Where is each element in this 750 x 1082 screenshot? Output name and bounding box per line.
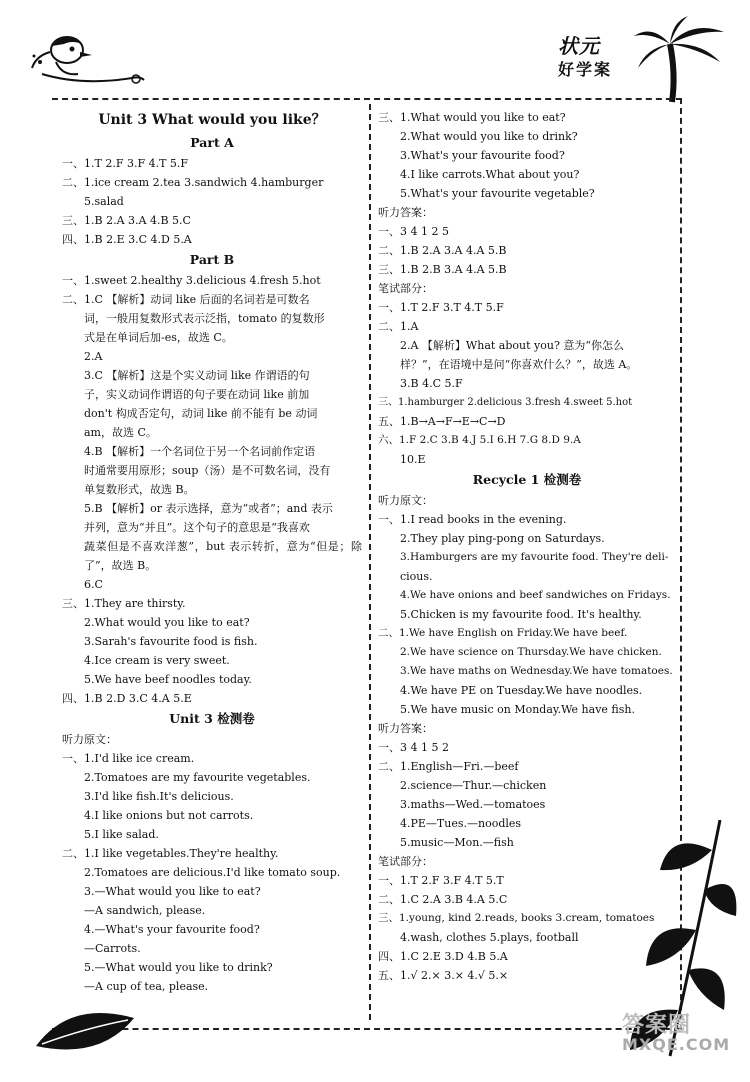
answer-line: 三、1.They are thirsty. [62,597,186,610]
answer-line: 一、1.I'd like ice cream. [62,752,195,765]
bird-mascot-icon [22,22,152,92]
section-subtitle: Unit 3 检测卷 [169,711,255,726]
answer-line: 一、1.T 2.F 3.F 4.T 5.T [378,874,504,887]
answer-line: 3.—What would you like to eat? [84,885,261,898]
answer-line: 二、1.ice cream 2.tea 3.sandwich 4.hamburger [62,176,324,189]
answer-line: 三、1.B 2.B 3.A 4.A 5.B [378,263,507,276]
watermark-line1: 答案圈 [622,1013,692,1038]
answer-line: 4.Ice cream is very sweet. [84,654,230,667]
answer-line: 三、1.hamburger 2.delicious 3.fresh 4.sweet 5.hot [378,397,633,408]
leaf-decoration-icon [30,998,140,1068]
answer-line: 二、1.C 【解析】动词 like 后面的名词若是可数名 [62,293,310,306]
section-title: Unit 3 What would you like？ [98,112,326,128]
answer-line: 六、1.F 2.C 3.B 4.J 5.I 6.H 7.G 8.D 9.A [378,434,581,446]
answer-line: cious. [400,570,433,583]
answer-line: 5.—What would you like to drink? [84,961,273,974]
answer-line: 10.E [400,453,426,466]
answer-line: 2.We have science on Thursday.We have chicken. [400,646,662,658]
answer-line: 一、1.T 2.F 3.F 4.T 5.F [62,157,189,170]
answer-line: 一、1.T 2.F 3.T 4.T 5.F [378,301,504,314]
answer-line: 一、3 4 1 5 2 [378,741,449,754]
answer-line: 一、3 4 1 2 5 [378,225,449,238]
section-subtitle: Recycle 1 检测卷 [472,472,582,487]
brand-logo [558,30,612,80]
answer-line: 5.salad [84,195,124,208]
answer-line: 5.What's your favourite vegetable? [400,187,595,200]
answer-line: 笔试部分： [378,855,433,868]
answer-line: 3.Hamburgers are my favourite food. They're deli- [400,551,669,563]
answer-line: —A cup of tea, please. [84,980,209,993]
answer-line: am，故选 C。 [84,426,157,439]
answer-line: 5.Chicken is my favourite food. It's healthy. [400,608,642,621]
answer-line: —A sandwich, please. [84,904,206,917]
answer-line: 单复数形式，故选 B。 [84,483,195,496]
answer-line: 2.Tomatoes are my favourite vegetables. [84,771,311,784]
answer-line: 5.I like salad. [84,828,159,841]
answer-line: 3.I'd like fish.It's delicious. [84,790,234,803]
answer-line: 二、1.English—Fri.—beef [378,760,519,773]
answer-line: 4.PE—Tues.—noodles [400,817,522,830]
answer-line: 四、1.C 2.E 3.D 4.B 5.A [378,950,508,963]
answer-line: 2.A [84,350,103,363]
answer-line: 3.What's your favourite food? [400,149,565,162]
answer-line: 蔬菜但是不喜欢洋葱”，but 表示转折，意为“但是；除了”，故选 B。 [84,540,362,572]
answer-line: 听力答案： [378,722,433,735]
section-subtitle: Part A [190,135,234,150]
answer-line: —Carrots. [84,942,141,955]
section-subtitle: Part B [189,252,235,267]
watermark [622,1008,730,1054]
answer-line: 2.What would you like to eat? [84,616,250,629]
answer-line: 二、1.C 2.A 3.B 4.A 5.C [378,893,508,906]
answer-line: 3.Sarah's favourite food is fish. [84,635,258,648]
answer-line: don't 构成否定句，动词 like 前不能有 be 动词 [84,407,318,420]
answer-line: 4.I like carrots.What about you? [400,168,580,181]
answer-line: 子，实义动词作谓语的句子要在动词 like 前加 [84,388,310,401]
answer-line: 6.C [84,578,103,591]
answer-line: 词，一般用复数形式表示泛指，tomato 的复数形 [84,312,325,325]
answer-line: 2.What would you like to drink? [400,130,578,143]
column-divider [369,104,371,1020]
answer-line: 四、1.B 2.E 3.C 4.D 5.A [62,233,192,246]
palm-tree-icon [632,14,732,104]
answer-line: 5.We have music on Monday.We have fish. [400,703,635,716]
answer-line: 二、1.I like vegetables.They're healthy. [62,847,279,860]
answer-line: 并列，意为“并且”。这个句子的意思是“我喜欢 [84,521,310,534]
answer-line: 三、1.What would you like to eat? [378,111,566,124]
answer-line: 听力答案： [378,206,433,219]
answer-line: 三、1.B 2.A 3.A 4.B 5.C [62,214,191,227]
answer-line: 5.B 【解析】or 表示选择，意为“或者”；and 表示 [84,502,333,515]
answer-line: 二、1.A [378,320,419,333]
answer-line: 5.music—Mon.—fish [400,836,514,849]
answer-line: 时通常要用原形；soup（汤）是不可数名词，没有 [84,464,331,477]
answer-line: 2.science—Thur.—chicken [400,779,547,792]
watermark-line2: MXQE.COM [622,1035,731,1054]
answer-line: 样？”，在语境中是问“你喜欢什么？”，故选 A。 [400,358,638,371]
answer-line: 4.We have onions and beef sandwiches on Fridays. [400,589,671,601]
answer-line: 2.A 【解析】What about you? 意为“你怎么 [400,339,624,352]
answer-line: 式是在单词后加-es，故选 C。 [84,331,233,344]
answer-line: 五、1.B→A→F→E→C→D [378,415,506,428]
answer-line: 一、1.sweet 2.healthy 3.delicious 4.fresh 5.hot [62,274,321,287]
answer-line: 3.C 【解析】这是个实义动词 like 作谓语的句 [84,369,310,382]
answer-line: 四、1.B 2.D 3.C 4.A 5.E [62,692,192,705]
answer-line: 3.maths—Wed.—tomatoes [400,798,546,811]
answer-line: 3.B 4.C 5.F [400,377,463,390]
answer-line: 二、1.We have English on Friday.We have beef. [378,627,628,639]
answer-line: 一、1.I read books in the evening. [378,513,567,526]
left-column [62,108,362,996]
answer-line: 4.We have PE on Tuesday.We have noodles. [400,684,643,697]
answer-line: 4.wash, clothes 5.plays, football [400,931,579,944]
answer-line: 4.I like onions but not carrots. [84,809,254,822]
answer-line: 3.We have maths on Wednesday.We have tomatoes. [400,665,673,677]
answer-line: 三、1.young, kind 2.reads, books 3.cream, tomatoes [378,912,655,924]
answer-line: 听力原文： [378,494,433,507]
answer-line: 听力原文： [62,733,117,746]
answer-line: 4.B 【解析】一个名词位于另一个名词前作定语 [84,445,316,458]
brand-logo-line1: 状元 [558,34,600,58]
brand-logo-line2: 好学案 [558,60,613,79]
answer-line: 5.We have beef noodles today. [84,673,252,686]
answer-line: 笔试部分： [378,282,433,295]
answer-line: 2.They play ping-pong on Saturdays. [400,532,605,545]
answer-line: 五、1.√ 2.× 3.× 4.√ 5.× [378,969,509,982]
answer-line: 二、1.B 2.A 3.A 4.A 5.B [378,244,507,257]
answer-line: 2.Tomatoes are delicious.I'd like tomato soup. [84,866,341,879]
answer-line: 4.—What's your favourite food? [84,923,260,936]
